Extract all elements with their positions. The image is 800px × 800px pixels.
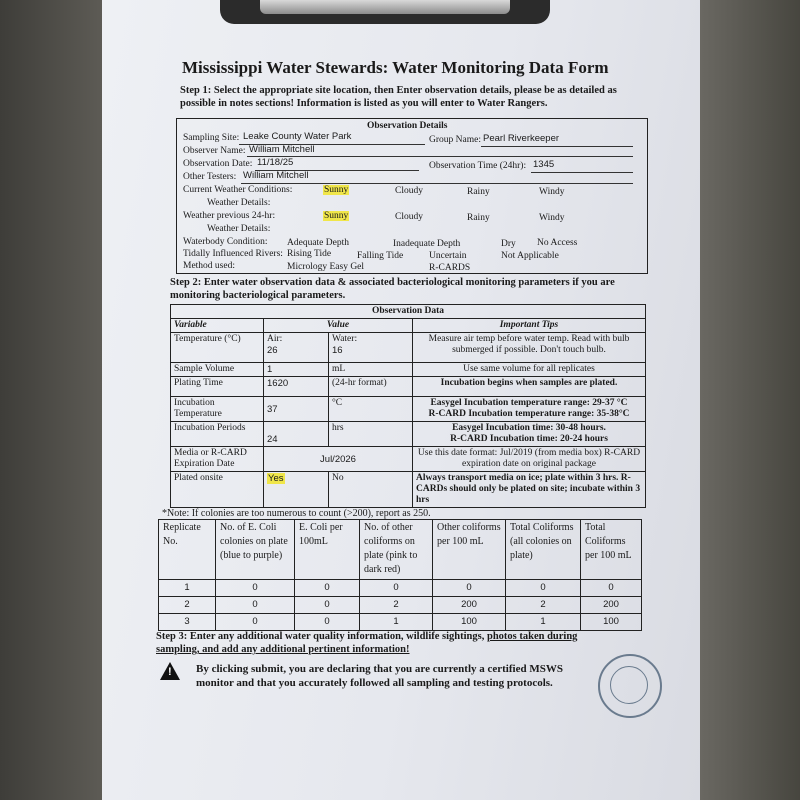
other-testers-value[interactable]: William Mitchell [243, 170, 309, 181]
media-value[interactable]: Jul/2026 [264, 447, 413, 472]
other-per-100ml-cell[interactable]: 0 [433, 580, 506, 597]
replicate-no: 2 [159, 597, 216, 614]
observer-name-label: Observer Name: [183, 146, 246, 156]
media-tip: Use this date format: Jul/2019 (from media box) R-CARD expiration date on original package [413, 447, 646, 472]
underline [481, 146, 633, 147]
sample-volume-unit: mL [329, 363, 413, 377]
col-variable: Variable [171, 319, 264, 333]
other-coliforms-cell[interactable]: 2 [360, 597, 433, 614]
replicate-no: 3 [159, 614, 216, 631]
form-title: Mississippi Water Stewards: Water Monitoring Data Form [182, 58, 609, 77]
plated-yes[interactable]: Yes [268, 473, 284, 484]
observation-data-table [170, 304, 646, 508]
sampling-site-label: Sampling Site: [183, 133, 240, 143]
step3-text: Step 3: Enter any additional water quality information, wildlife sightings, [156, 631, 485, 642]
col-tips: Important Tips [413, 319, 646, 333]
waterbody-no-access[interactable]: No Access [537, 238, 578, 248]
header-other-coliforms: No. of other coliforms on plate (pink to dark red) [360, 520, 433, 580]
waterbody-label: Waterbody Condition: [183, 237, 268, 247]
plating-time-unit: (24-hr format) [329, 377, 413, 397]
weather-prev-label: Weather previous 24-hr: [183, 211, 276, 221]
ecoli-colonies-cell[interactable]: 0 [216, 614, 295, 631]
weather-prev-windy[interactable]: Windy [539, 213, 565, 223]
header-ecoli-per-100ml: E. Coli per 100mL [295, 520, 360, 580]
plated-no[interactable]: No [329, 472, 413, 508]
current-weather-rainy[interactable]: Rainy [467, 187, 490, 197]
ecoli-per-100ml-cell[interactable]: 0 [295, 580, 360, 597]
background-left [0, 0, 102, 800]
clipboard-clip-bar [260, 0, 510, 14]
underline [247, 156, 633, 157]
ecoli-colonies-cell[interactable]: 0 [216, 597, 295, 614]
waterbody-adequate[interactable]: Adequate Depth [287, 238, 349, 248]
air-label: Air: [267, 334, 283, 344]
observation-time-label: Observation Time (24hr): [429, 161, 527, 171]
waterbody-dry[interactable]: Dry [501, 239, 516, 249]
other-per-100ml-cell[interactable]: 200 [433, 597, 506, 614]
total-coliforms-cell[interactable]: 0 [506, 580, 581, 597]
total-per-100ml-cell[interactable]: 200 [581, 597, 642, 614]
current-weather-cloudy[interactable]: Cloudy [395, 186, 423, 196]
total-per-100ml-cell[interactable]: 0 [581, 580, 642, 597]
weather-prev-sunny[interactable]: Sunny [324, 211, 349, 221]
weather-prev-rainy[interactable]: Rainy [467, 213, 490, 223]
observation-time-value[interactable]: 1345 [533, 159, 555, 170]
media-label: Media or R-CARD Expiration Date [171, 447, 264, 472]
table-row [159, 580, 642, 597]
colonies-note: *Note: If colonies are too numerous to count (>200), report as 250. [162, 508, 431, 519]
total-coliforms-cell[interactable]: 2 [506, 597, 581, 614]
underline [241, 183, 633, 184]
paper-form [102, 0, 700, 800]
other-coliforms-cell[interactable]: 1 [360, 614, 433, 631]
observation-details-box [176, 118, 648, 274]
tidal-falling[interactable]: Falling Tide [357, 251, 404, 261]
other-coliforms-cell[interactable]: 0 [360, 580, 433, 597]
observation-date-label: Observation Date: [183, 159, 253, 169]
header-other-per-100ml: Other coliforms per 100 mL [433, 520, 506, 580]
header-total-coliforms: Total Coliforms (all colonies on plate) [506, 520, 581, 580]
weather-prev-cloudy[interactable]: Cloudy [395, 212, 423, 222]
incubation-periods-label: Incubation Periods [171, 422, 264, 447]
air-value[interactable]: 26 [267, 345, 278, 356]
step1-instructions: Step 1: Select the appropriate site location, then Enter observation details, please be as detailed as possible in notes sections! Information is listed as you will enter to Water Rangers. [180, 85, 617, 109]
step2-instructions: Step 2: Enter water observation data & associated bacteriological monitoring parameters if you are monitoring bacteriological parameters. [170, 277, 615, 301]
sample-volume-label: Sample Volume [171, 363, 264, 377]
other-testers-label: Other Testers: [183, 172, 237, 182]
incubation-periods-unit: hrs [329, 422, 413, 447]
tidal-uncertain[interactable]: Uncertain [429, 251, 467, 261]
col-value: Value [264, 319, 413, 333]
step3-underlined-text: photos taken during sampling, and add any additional pertinent information! [156, 631, 578, 655]
sample-volume-value[interactable]: 1 [264, 363, 329, 377]
incubation-temp-label: Incubation Temperature [171, 397, 264, 422]
step3-instructions [156, 630, 596, 656]
total-coliforms-cell[interactable]: 1 [506, 614, 581, 631]
table-row [159, 614, 642, 631]
tidal-not-applicable[interactable]: Not Applicable [501, 251, 559, 261]
warning-icon [160, 662, 180, 680]
water-drop-icon [610, 666, 648, 704]
background-right [700, 0, 800, 800]
plated-label: Plated onsite [171, 472, 264, 508]
header-ecoli-colonies: No. of E. Coli colonies on plate (blue to purple) [216, 520, 295, 580]
waterbody-inadequate[interactable]: Inadequate Depth [393, 239, 461, 249]
tidal-label: Tidally Influenced Rivers: [183, 249, 283, 259]
group-name-value[interactable]: Pearl Riverkeeper [483, 133, 560, 144]
current-weather-label: Current Weather Conditions: [183, 185, 293, 195]
observation-details-heading: Observation Details [367, 121, 448, 131]
ecoli-per-100ml-cell[interactable]: 0 [295, 597, 360, 614]
colony-counts-table [158, 519, 642, 631]
sample-volume-tip: Use same volume for all replicates [413, 363, 646, 377]
sampling-site-value[interactable]: Leake County Water Park [243, 131, 352, 142]
method-rcards[interactable]: R-CARDS [429, 263, 471, 273]
weather-prev-details-label: Weather Details: [207, 224, 271, 234]
plated-tip: Always transport media on ice; plate within 3 hrs. R-CARDs should only be plated on site; incubate within 3 hrs [413, 472, 646, 508]
group-name-label: Group Name: [429, 135, 481, 145]
msws-seal-logo [598, 654, 662, 718]
table-row [159, 597, 642, 614]
header-total-per-100ml: Total Coliforms per 100 mL [581, 520, 642, 580]
water-value[interactable]: 16 [332, 345, 343, 356]
current-weather-sunny[interactable]: Sunny [324, 185, 349, 195]
temperature-tip: Measure air temp before water temp. Read with bulb submerged if possible. Don't touch bulb. [413, 333, 646, 363]
total-per-100ml-cell[interactable]: 100 [581, 614, 642, 631]
method-easygel[interactable]: Micrology Easy Gel [287, 262, 365, 272]
plating-time-tip: Incubation begins when samples are plated. [413, 377, 646, 397]
tidal-rising[interactable]: Rising Tide [287, 249, 332, 259]
incubation-periods-tip-easygel: Easygel Incubation time: 30-48 hours. [452, 423, 606, 433]
plating-time-value[interactable]: 1620 [264, 377, 329, 397]
ecoli-per-100ml-cell[interactable]: 0 [295, 614, 360, 631]
incubation-temp-tip-rcard: R-CARD Incubation temperature range: 35-38°C [428, 409, 630, 419]
observation-date-value[interactable]: 11/18/25 [257, 157, 294, 168]
incubation-periods-tip-rcard: R-CARD Incubation time: 20-24 hours [450, 434, 608, 444]
observer-name-value[interactable]: William Mitchell [249, 144, 315, 155]
weather-details-label: Weather Details: [207, 198, 271, 208]
header-replicate: Replicate No. [159, 520, 216, 580]
warning-glyph: ! [168, 666, 172, 678]
other-per-100ml-cell[interactable]: 100 [433, 614, 506, 631]
declaration-text: By clicking submit, you are declaring that you are currently a certified MSWS monitor and that you accurately followed all sampling and testing protocols. [196, 663, 563, 689]
method-label: Method used: [183, 261, 235, 271]
underline [531, 172, 633, 173]
incubation-temp-unit: °C [329, 397, 413, 422]
temperature-label: Temperature (°C) [171, 333, 264, 363]
incubation-periods-value[interactable]: 24 [264, 422, 329, 447]
water-label: Water: [332, 334, 358, 344]
incubation-temp-value[interactable]: 37 [264, 397, 329, 422]
incubation-temp-tip-easygel: Easygel Incubation temperature range: 29-37 °C [430, 398, 628, 408]
ecoli-colonies-cell[interactable]: 0 [216, 580, 295, 597]
plating-time-label: Plating Time [171, 377, 264, 397]
observation-data-heading: Observation Data [171, 305, 646, 319]
replicate-no: 1 [159, 580, 216, 597]
current-weather-windy[interactable]: Windy [539, 187, 565, 197]
